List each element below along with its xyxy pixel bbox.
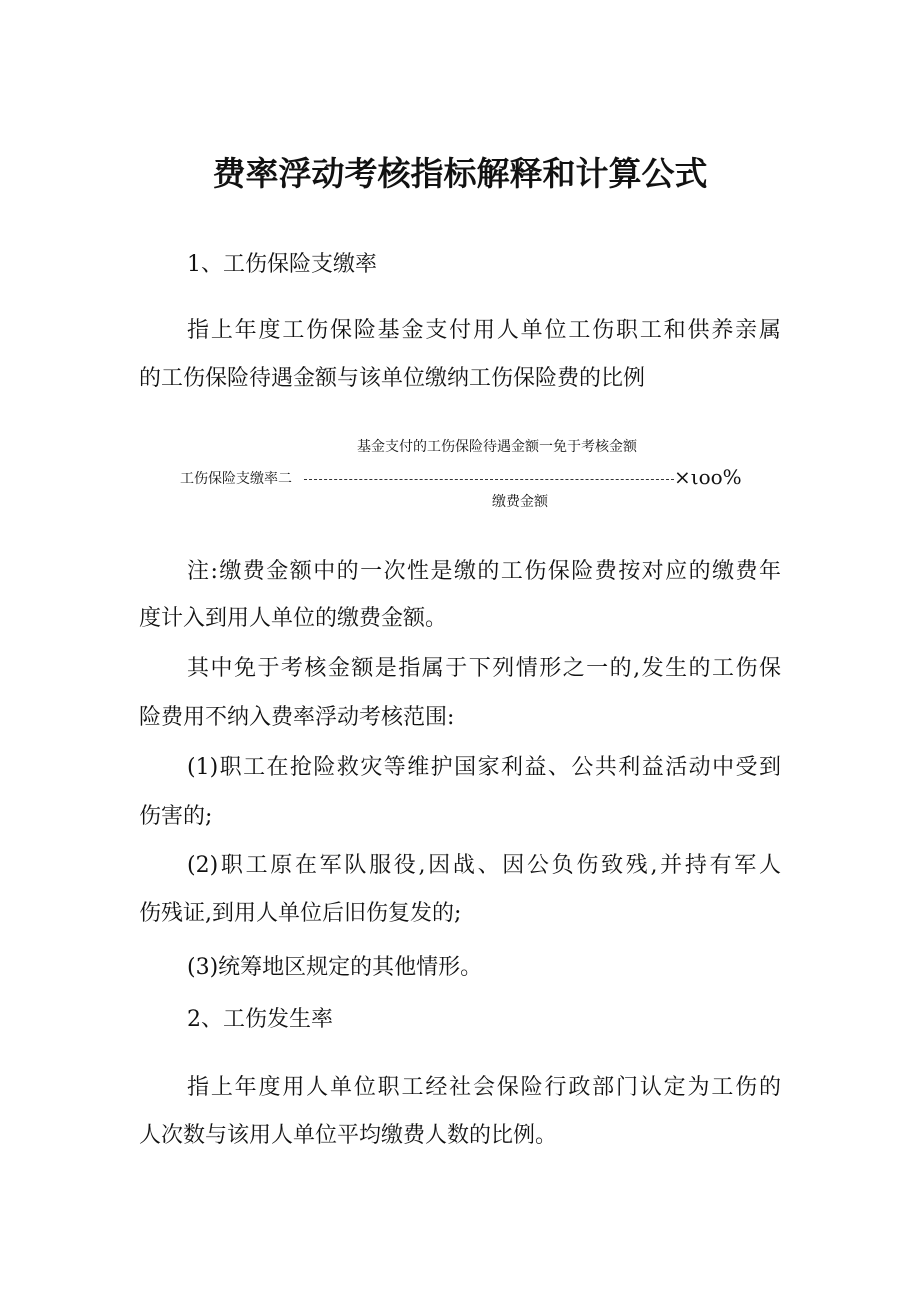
formula-fraction-bar <box>304 479 674 480</box>
page-title: 费率浮动考核指标解释和计算公式 <box>212 154 708 193</box>
section-2-heading: 2、工伤发生率 <box>187 1007 333 1032</box>
exemption-intro-line-2: 险费用不纳入费率浮动考核范围: <box>139 705 455 730</box>
note-line-2: 度计入到用人单位的缴费金额。 <box>139 606 448 631</box>
section-1-heading: 1、工伤保险支缴率 <box>187 252 377 277</box>
list-item-3: (3)统筹地区规定的其他情形。 <box>187 955 483 980</box>
formula-multiplier: ×ιoo% <box>674 465 742 489</box>
list-item-1-line-2: 伤害的; <box>139 804 213 829</box>
formula-numerator: 基金支付的工伤保险待遇金额一免于考核金额 <box>357 439 637 455</box>
formula-lhs: 工伤保险支缴率二 <box>180 471 292 487</box>
exemption-intro-line-1: 其中免于考核金额是指属于下列情形之一的,发生的工伤保 <box>187 656 781 681</box>
section-2-definition-line-2: 人次数与该用人单位平均缴费人数的比例。 <box>139 1123 558 1148</box>
section-1-definition-line-2: 的工伤保险待遇金额与该单位缴纳工伤保险费的比例 <box>139 366 646 391</box>
formula-denominator: 缴费金额 <box>492 494 548 510</box>
list-item-2-line-1: (2)职工原在军队服役,因战、因公负伤致残,并持有军人 <box>187 853 781 878</box>
list-item-2-line-2: 伤残证,到用人单位后旧伤复发的; <box>139 901 462 926</box>
section-2-definition-line-1: 指上年度用人单位职工经社会保险行政部门认定为工伤的 <box>187 1075 781 1100</box>
section-1-definition-line-1: 指上年度工伤保险基金支付用人单位工伤职工和供养亲属 <box>187 318 781 343</box>
note-line-1: 注:缴费金额中的一次性是缴的工伤保险费按对应的缴费年 <box>187 559 781 584</box>
list-item-1-line-1: (1)职工在抢险救灾等维护国家利益、公共利益活动中受到 <box>187 755 781 780</box>
